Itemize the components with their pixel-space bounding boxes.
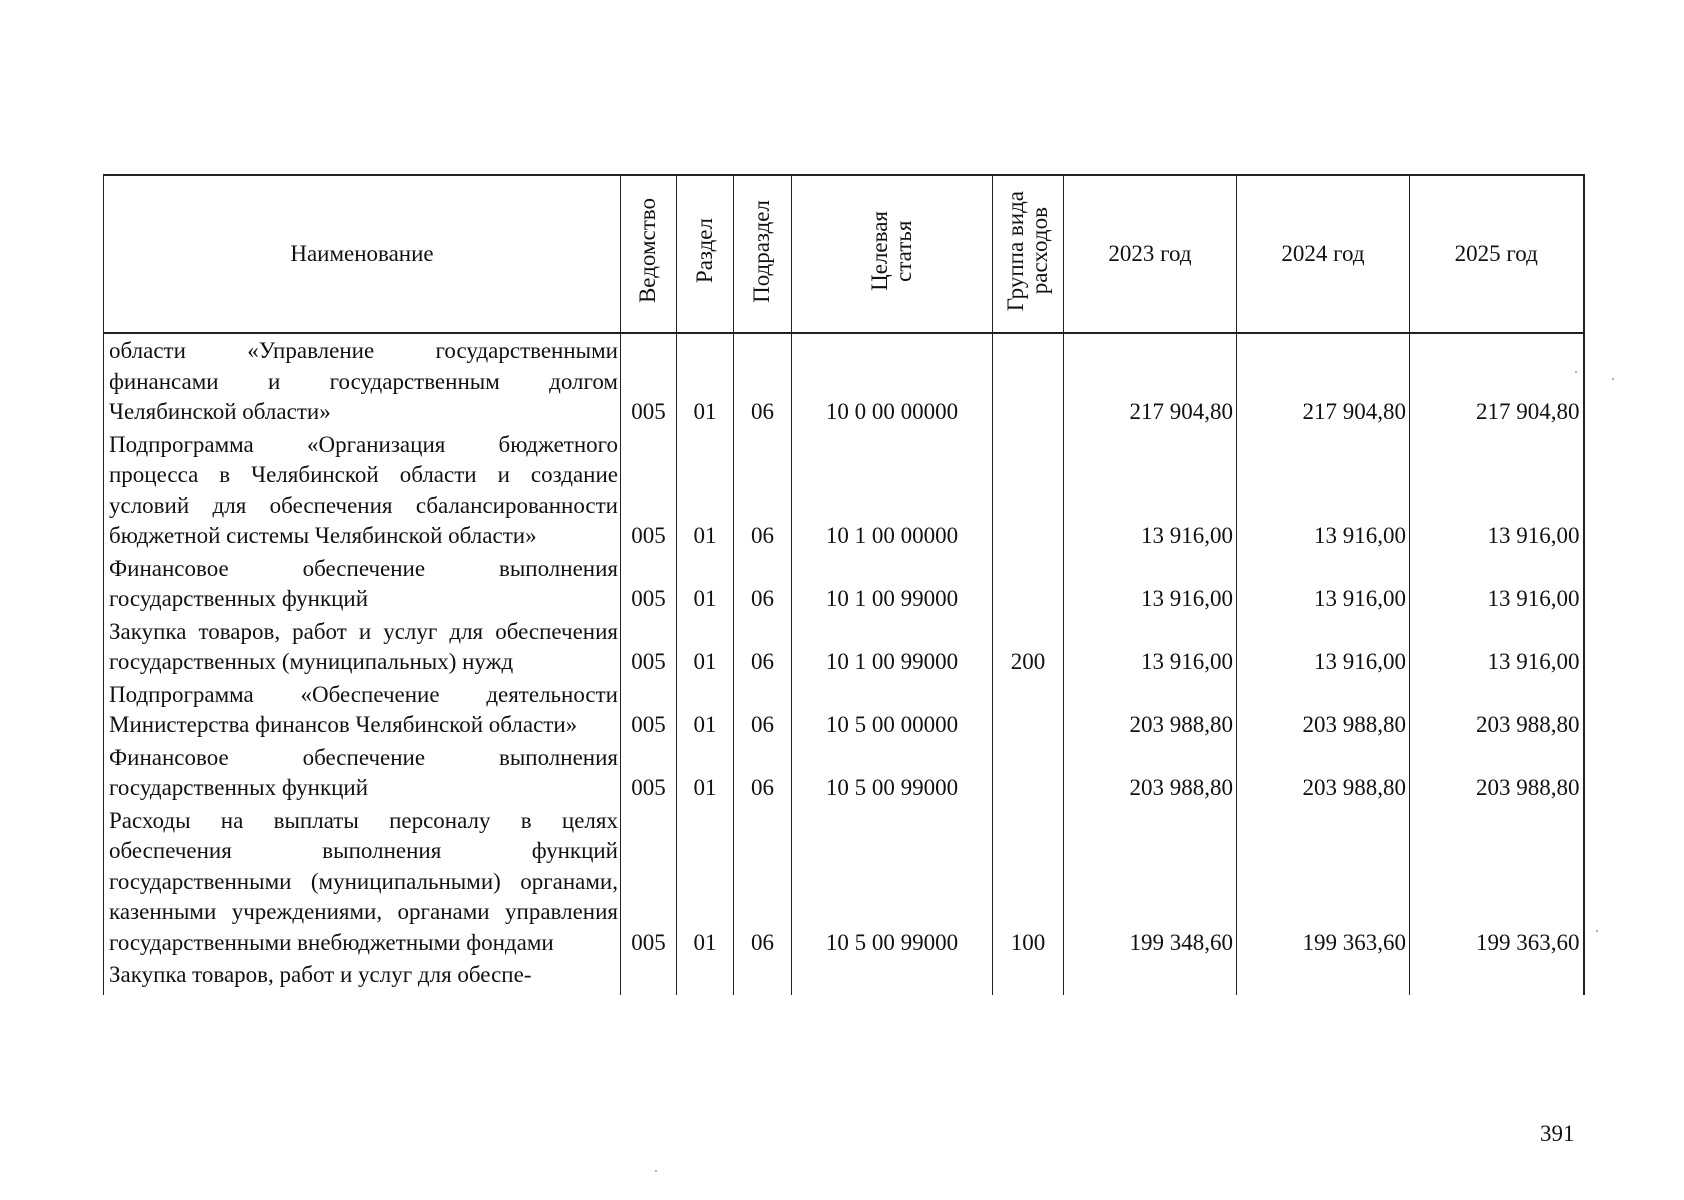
row-target-item: 10 1 00 00000	[792, 428, 993, 552]
row-expense-group	[993, 678, 1064, 741]
row-name: Финансовое обеспечение выполнения государственных функций	[104, 552, 621, 615]
scan-speck	[1612, 378, 1614, 380]
row-expense-group	[993, 958, 1064, 995]
row-2025: 199 363,60	[1410, 804, 1584, 959]
table-row	[104, 428, 1584, 552]
row-name: Подпрограмма «Организация бюджетного процесса в Челябинской области и создание условий для обеспечения сбалансированности бюджетной системы Челябинской области»	[104, 428, 621, 552]
row-section	[677, 958, 734, 995]
row-2024	[1237, 958, 1410, 995]
row-section: 01	[677, 741, 734, 804]
header-section	[677, 175, 734, 333]
row-section: 01	[677, 678, 734, 741]
budget-table	[103, 174, 1585, 995]
page-number: 391	[1540, 1121, 1575, 1146]
row-subsection: 06	[734, 678, 792, 741]
table-body	[104, 333, 1584, 995]
row-target-item: 10 1 00 99000	[792, 552, 993, 615]
table-row	[104, 678, 1584, 741]
row-2024: 199 363,60	[1237, 804, 1410, 959]
header-2024-label: 2024 год	[1281, 241, 1365, 266]
header-target-item-line1: Целевая	[866, 211, 892, 291]
header-2024	[1237, 175, 1410, 333]
header-subsection-label: Подраздел	[749, 199, 775, 303]
row-expense-group	[993, 333, 1064, 428]
header-target-item-label	[868, 211, 916, 291]
row-2024: 13 916,00	[1237, 428, 1410, 552]
row-expense-group	[993, 428, 1064, 552]
row-2025: 13 916,00	[1410, 615, 1584, 678]
row-2023: 203 988,80	[1064, 741, 1237, 804]
row-2024: 13 916,00	[1237, 615, 1410, 678]
scan-speck	[1596, 930, 1598, 932]
row-target-item	[792, 958, 993, 995]
row-2025: 13 916,00	[1410, 428, 1584, 552]
header-target-item-line2: статья	[891, 220, 916, 282]
row-department: 005	[621, 678, 677, 741]
row-department: 005	[621, 333, 677, 428]
row-2024: 13 916,00	[1237, 552, 1410, 615]
row-name: Закупка товаров, работ и услуг для обеспе-	[104, 958, 621, 995]
row-target-item: 10 1 00 99000	[792, 615, 993, 678]
header-target-item	[792, 175, 993, 333]
row-subsection: 06	[734, 333, 792, 428]
row-expense-group	[993, 741, 1064, 804]
row-2025: 203 988,80	[1410, 678, 1584, 741]
header-name	[104, 175, 621, 333]
row-subsection	[734, 958, 792, 995]
row-department: 005	[621, 552, 677, 615]
row-target-item: 10 5 00 00000	[792, 678, 993, 741]
row-section: 01	[677, 804, 734, 959]
table-header	[104, 175, 1584, 333]
row-subsection: 06	[734, 615, 792, 678]
header-subsection	[734, 175, 792, 333]
row-2024: 203 988,80	[1237, 741, 1410, 804]
header-2025-label: 2025 год	[1454, 241, 1538, 266]
table-row	[104, 333, 1584, 428]
row-section: 01	[677, 428, 734, 552]
row-target-item: 10 0 00 00000	[792, 333, 993, 428]
header-expense-group	[993, 175, 1064, 333]
row-2025: 217 904,80	[1410, 333, 1584, 428]
row-2023: 13 916,00	[1064, 552, 1237, 615]
row-department	[621, 958, 677, 995]
row-2025: 203 988,80	[1410, 741, 1584, 804]
header-department-label: Ведомство	[635, 198, 661, 304]
header-2025	[1410, 175, 1584, 333]
header-2023	[1064, 175, 1237, 333]
header-name-label: Наименование	[290, 241, 434, 266]
row-subsection: 06	[734, 804, 792, 959]
row-department: 005	[621, 804, 677, 959]
row-section: 01	[677, 552, 734, 615]
row-subsection: 06	[734, 741, 792, 804]
row-section: 01	[677, 615, 734, 678]
row-expense-group	[993, 552, 1064, 615]
header-2023-label: 2023 год	[1108, 241, 1192, 266]
row-department: 005	[621, 615, 677, 678]
row-2025: 13 916,00	[1410, 552, 1584, 615]
row-name: Подпрограмма «Обеспечение деятельности Министерства финансов Челябинской области»	[104, 678, 621, 741]
row-2023: 13 916,00	[1064, 428, 1237, 552]
row-2023: 203 988,80	[1064, 678, 1237, 741]
row-2025	[1410, 958, 1584, 995]
row-expense-group: 100	[993, 804, 1064, 959]
row-department: 005	[621, 741, 677, 804]
table-row	[104, 552, 1584, 615]
row-subsection: 06	[734, 428, 792, 552]
header-department	[621, 175, 677, 333]
header-expense-group-label	[1004, 191, 1052, 311]
row-department: 005	[621, 428, 677, 552]
table-row-partial	[104, 958, 1584, 995]
row-name: Закупка товаров, работ и услуг для обеспечения государственных (муниципальных) нужд	[104, 615, 621, 678]
header-expense-group-line1: Группа вида	[1002, 190, 1028, 312]
row-expense-group: 200	[993, 615, 1064, 678]
header-section-label: Раздел	[691, 218, 717, 284]
row-target-item: 10 5 00 99000	[792, 804, 993, 959]
row-2024: 217 904,80	[1237, 333, 1410, 428]
table-row	[104, 804, 1584, 959]
row-2024: 203 988,80	[1237, 678, 1410, 741]
scan-speck	[655, 1170, 657, 1172]
row-target-item: 10 5 00 99000	[792, 741, 993, 804]
row-name: Расходы на выплаты персоналу в целях обеспечения выполнения функций государственными (муниципальными) органами, казенными учреждениями, органами управления государственными внебюджетными фондами	[104, 804, 621, 959]
header-expense-group-line2: расходов	[1027, 207, 1052, 295]
scan-speck	[1575, 371, 1577, 373]
row-name: области «Управление государственными финансами и государственным долгом Челябинской области»	[104, 333, 621, 428]
row-name: Финансовое обеспечение выполнения государственных функций	[104, 741, 621, 804]
row-2023	[1064, 958, 1237, 995]
row-2023: 199 348,60	[1064, 804, 1237, 959]
table-row	[104, 615, 1584, 678]
row-2023: 217 904,80	[1064, 333, 1237, 428]
row-subsection: 06	[734, 552, 792, 615]
table-row	[104, 741, 1584, 804]
row-section: 01	[677, 333, 734, 428]
row-2023: 13 916,00	[1064, 615, 1237, 678]
